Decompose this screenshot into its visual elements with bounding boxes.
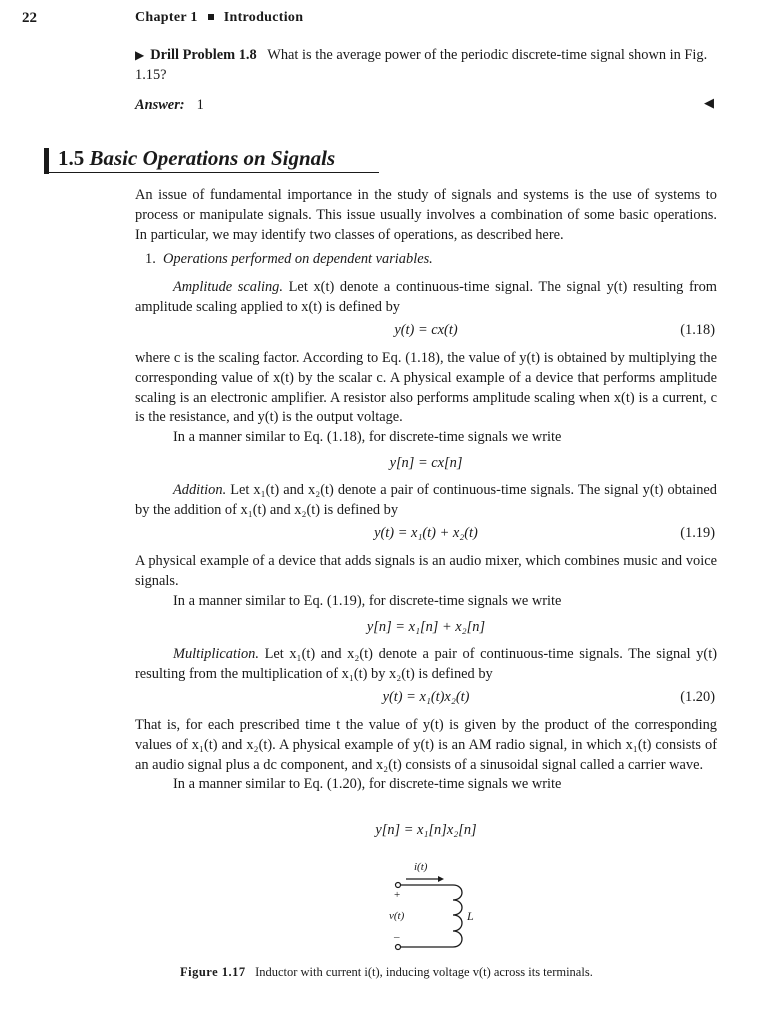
caption-text: Inductor with current i(t), inducing voltage v(t) across its terminals. (255, 965, 593, 979)
chapter-title: Introduction (223, 10, 304, 25)
multiplication-paragraph (135, 645, 717, 685)
multiplication-text: Let x₁(t) and x₂(t) denote a pair of continuous-time signals. The signal y(t) resulting from the multiplication of x₁(t) by x₂(t) is defined by (135, 646, 717, 682)
header-separator (208, 14, 214, 20)
end-mark-icon: ◀ (704, 95, 714, 110)
equation-1-18 (135, 322, 717, 342)
plus-sign: + (394, 889, 401, 901)
multiplication-after: That is, for each prescribed time t the value of y(t) is given by the product of the corresponding values of x₁(t) and x₂(t). A physical example of y(t) is an AM radio signal, in which x₁(t) consists of an audio signal plus a dc component, and x₂(t) consists of a sinusoidal signal called a carrier wave. (135, 717, 717, 773)
amplitude-paragraph (135, 278, 717, 318)
equation-discrete-multiplication (135, 822, 717, 842)
current-arrowhead (438, 876, 444, 882)
equation-1-19 (135, 525, 717, 545)
addition-paragraph (135, 481, 717, 521)
addition-discrete-intro: In a manner similar to Eq. (1.19), for discrete-time signals we write (173, 592, 562, 609)
section-bar (44, 148, 49, 174)
chapter-label: Chapter 1 (135, 10, 198, 25)
amplitude-after: where c is the scaling factor. According to Eq. (1.18), the value of y(t) is obtained by multiplying the corresponding value of x(t) by the scalar c. A physical example of a device that performs amplitude scaling is an electronic amplifier. A resistor also performs amplitude scaling when x(t) is a current, c is the resistance, and y(t) is the output voltage. (135, 350, 717, 426)
answer-label: Answer: (135, 97, 185, 113)
drill-arrow-icon: ▶ (135, 48, 145, 62)
intro-text: An issue of fundamental importance in the study of signals and systems is the use of systems to process or manipulate signals. This issue usually involves a combination of some basic operations. In particular, we may identify two classes of operations, as described here. (135, 187, 717, 243)
running-header (135, 10, 303, 26)
list-item (135, 250, 727, 270)
inductor-label: L (467, 909, 474, 923)
list-text: Operations performed on dependent variables. (163, 251, 433, 267)
addition-after: A physical example of a device that adds signals is an audio mixer, which combines music and voice signals. (135, 553, 717, 589)
equation-formula: y(t) = x₁(t)x₂(t) (382, 689, 470, 705)
amplitude-explanation (135, 349, 717, 448)
multiplication-discrete-intro: In a manner similar to Eq. (1.20), for discrete-time signals we write (173, 776, 562, 793)
equation-formula: y[n] = x₁[n]x₂[n] (375, 822, 477, 838)
section-number: 1.5 (58, 146, 85, 170)
minus-sign: – (394, 931, 400, 943)
drill-problem (135, 46, 717, 86)
equation-1-20 (135, 689, 717, 709)
equation-number: (1.19) (680, 525, 715, 541)
caption-label: Figure 1.17 (180, 965, 246, 979)
amplitude-term: Amplitude scaling. (173, 279, 283, 295)
multiplication-explanation (135, 716, 717, 795)
top-terminal (396, 883, 401, 888)
drill-question: What is the average power of the periodic discrete-time signal shown in Fig. 1.15? (135, 47, 708, 83)
amplitude-text: Let x(t) denote a continuous-time signal. The signal y(t) resulting from amplitude scaling applied to x(t) is defined by (135, 279, 717, 315)
equation-number: (1.18) (680, 322, 715, 338)
equation-number: (1.20) (680, 689, 715, 705)
inductor-circuit-diagram (380, 855, 500, 960)
bottom-terminal (396, 945, 401, 950)
figure-caption (180, 965, 593, 980)
page-number: 22 (22, 10, 37, 26)
equation-discrete-scaling (135, 455, 717, 475)
equation-formula: y[n] = cx[n] (389, 455, 463, 471)
current-label: i(t) (414, 861, 428, 873)
equation-formula: y(t) = cx(t) (394, 322, 458, 338)
amplitude-discrete-intro: In a manner similar to Eq. (1.18), for discrete-time signals we write (173, 429, 562, 446)
voltage-label: v(t) (389, 910, 405, 922)
section-rule (44, 172, 379, 173)
drill-label: Drill Problem 1.8 (150, 47, 257, 63)
equation-formula: y[n] = x₁[n] + x₂[n] (366, 619, 486, 635)
intro-paragraph (135, 186, 717, 245)
list-number: 1. (145, 251, 156, 267)
equation-formula: y(t) = x₁(t) + x₂(t) (374, 525, 478, 541)
section-heading (58, 146, 335, 171)
section-title: Basic Operations on Signals (89, 146, 336, 170)
answer-value: 1 (196, 97, 204, 113)
addition-explanation (135, 552, 717, 611)
equation-discrete-addition (135, 619, 717, 639)
addition-text: Let x₁(t) and x₂(t) denote a pair of continuous-time signals. The signal y(t) obtained by the addition of x₁(t) and x₂(t) is defined by (135, 482, 717, 518)
addition-term: Addition. (173, 482, 227, 498)
drill-answer (135, 96, 204, 116)
inductor-coil (453, 885, 462, 947)
figure-inductor (380, 855, 500, 960)
multiplication-term: Multiplication. (173, 646, 259, 662)
